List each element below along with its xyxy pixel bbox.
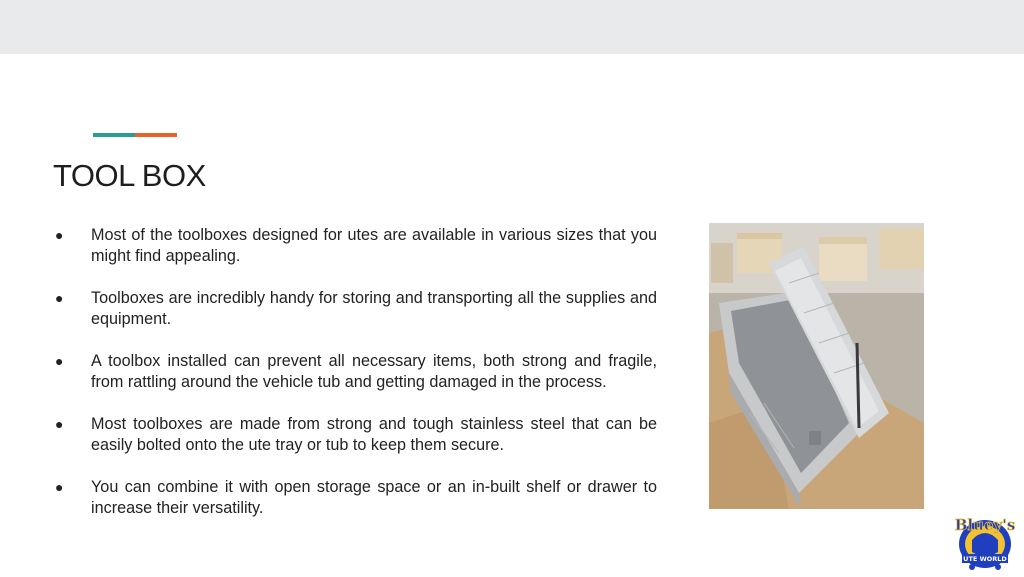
- title-accent-teal: [93, 133, 135, 137]
- bullet-item: [52, 288, 657, 330]
- svg-text:Bluey's: Bluey's: [954, 516, 1016, 534]
- toolbox-photo: [709, 223, 924, 509]
- blueys-ute-world-logo: [950, 510, 1020, 572]
- bullet-item: [52, 225, 657, 267]
- bullet-text: Toolboxes are incredibly handy for storing and transporting all the supplies and equipment.: [91, 289, 657, 328]
- bullet-dot: ●: [55, 290, 64, 306]
- svg-text:UTE WORLD: UTE WORLD: [963, 555, 1007, 563]
- title-accent-orange: [135, 133, 177, 137]
- bullet-text: Most of the toolboxes designed for utes are available in various sizes that you might find appealing.: [91, 226, 657, 265]
- bullet-dot: ●: [55, 227, 64, 243]
- bullet-dot: ●: [55, 353, 64, 369]
- bullet-item: [52, 477, 657, 519]
- bullet-text: A toolbox installed can prevent all necessary items, both strong and fragile, from rattling around the vehicle tub and getting damaged in the process.: [91, 352, 657, 391]
- bullet-item: [52, 351, 657, 393]
- top-band: [0, 0, 1024, 54]
- bullet-list: [52, 225, 657, 540]
- bullet-item: [52, 414, 657, 456]
- bullet-dot: ●: [55, 416, 64, 432]
- bullet-text: Most toolboxes are made from strong and tough stainless steel that can be easily bolted onto the ute tray or tub to keep them secure.: [91, 415, 657, 454]
- slide-title: TOOL BOX: [53, 158, 206, 193]
- bullet-text: You can combine it with open storage space or an in-built shelf or drawer to increase their versatility.: [91, 478, 657, 517]
- bullet-dot: ●: [55, 479, 64, 495]
